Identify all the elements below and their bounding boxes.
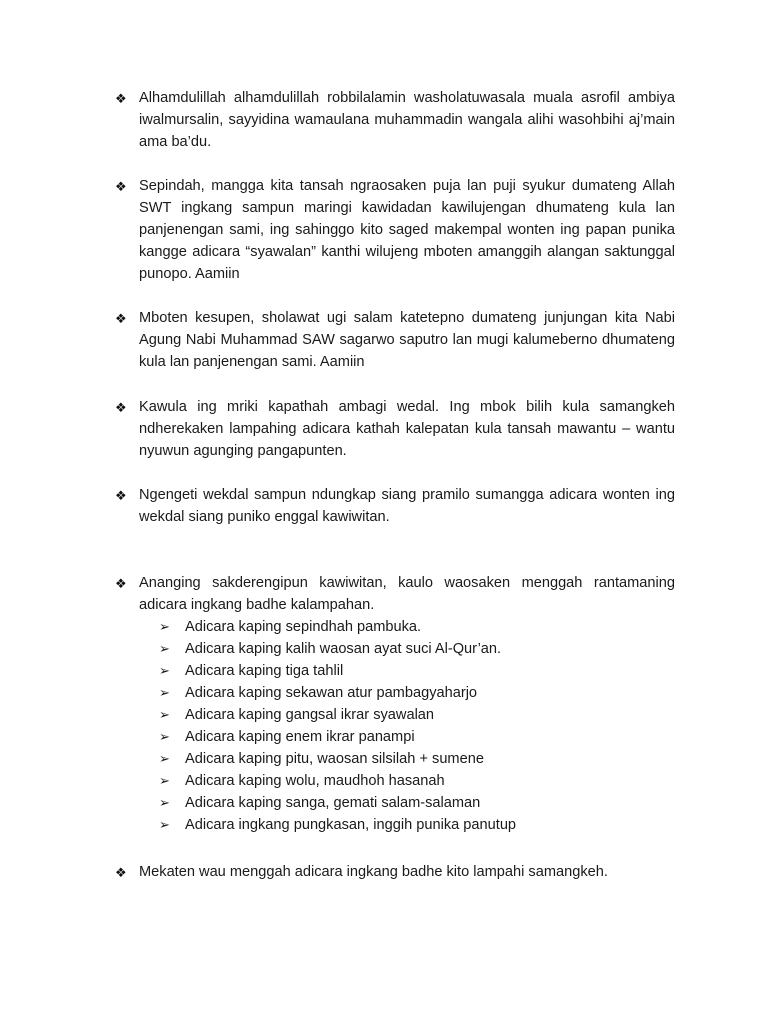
paragraph-text: Kawula ing mriki kapathah ambagi wedal. Ing mbok bilih kula samangkeh ndherekaken lampahing adicara kathah kalepatan kula tansah mawantu – wantu nyuwun agunging pangapunten.: [139, 399, 675, 459]
agenda-item-text: Adicara kaping sepindhah pambuka.: [185, 619, 422, 635]
diamond-bullet-icon: ❖: [115, 179, 127, 194]
agenda-item-text: Adicara kaping enem ikrar panampi: [185, 729, 415, 745]
arrow-bullet-icon: ➢: [159, 663, 170, 678]
arrow-bullet-icon: ➢: [159, 685, 170, 700]
arrow-bullet-icon: ➢: [159, 795, 170, 810]
diamond-bullet-icon: ❖: [115, 311, 127, 326]
list-item: [159, 792, 675, 814]
paragraph-apology: [115, 396, 675, 462]
list-item: [159, 748, 675, 770]
arrow-bullet-icon: ➢: [159, 751, 170, 766]
agenda-item-text: Adicara ingkang pungkasan, inggih punika panutup: [185, 817, 517, 833]
diamond-bullet-icon: ❖: [115, 400, 127, 415]
arrow-bullet-icon: ➢: [159, 729, 170, 744]
arrow-bullet-icon: ➢: [159, 817, 170, 832]
paragraph-agenda-intro: [115, 572, 675, 836]
diamond-bullet-icon: ❖: [115, 488, 127, 503]
agenda-item-text: Adicara kaping tiga tahlil: [185, 663, 344, 679]
arrow-bullet-icon: ➢: [159, 619, 170, 634]
paragraph-text: Mekaten wau menggah adicara ingkang badhe kito lampahi samangkeh.: [139, 864, 608, 880]
agenda-item-text: Adicara kaping gangsal ikrar syawalan: [185, 707, 435, 723]
agenda-item-text: Adicara kaping sekawan atur pambagyaharjo: [185, 685, 478, 701]
paragraph-sholawat: [115, 307, 675, 373]
list-item: [159, 660, 675, 682]
arrow-bullet-icon: ➢: [159, 773, 170, 788]
diamond-bullet-icon: ❖: [115, 865, 127, 880]
list-item: [159, 638, 675, 660]
agenda-item-text: Adicara kaping wolu, maudhoh hasanah: [185, 773, 445, 789]
list-item: [159, 682, 675, 704]
paragraph-text: Ananging sakderengipun kawiwitan, kaulo waosaken menggah rantamaning adicara ingkang badhe kalampahan.: [139, 575, 675, 613]
diamond-bullet-icon: ❖: [115, 576, 127, 591]
agenda-item-text: Adicara kaping kalih waosan ayat suci Al-Qur’an.: [185, 641, 502, 657]
paragraph-gratitude: [115, 175, 675, 285]
list-item: [159, 726, 675, 748]
arrow-bullet-icon: ➢: [159, 641, 170, 656]
paragraph-opening: [115, 87, 675, 153]
agenda-item-text: Adicara kaping pitu, waosan silsilah + sumene: [185, 751, 484, 767]
paragraph-text: Alhamdulillah alhamdulillah robbilalamin washolatuwasala muala asrofil ambiya iwalmursalin, sayyidina wamaulana muhammadin wangala alihi wasohbihi aj’main ama ba’du.: [139, 90, 675, 150]
paragraph-start: [115, 484, 675, 528]
list-item: [159, 704, 675, 726]
paragraph-text: Sepindah, mangga kita tansah ngraosaken puja lan puji syukur dumateng Allah SWT ingkang sampun maringi kawidadan kawilujengan dhumateng kula lan panjenengan sami, ing sahinggo kito saged makempal wonten ing papan punika kangge adicara “syawalan” kanthi wilujeng mboten amanggih alangan saktunggal punopo. Aamiin: [139, 178, 675, 282]
agenda-item-text: Adicara kaping sanga, gemati salam-salaman: [185, 795, 481, 811]
list-item: [159, 770, 675, 792]
paragraph-text: Ngengeti wekdal sampun ndungkap siang pramilo sumangga adicara wonten ing wekdal siang puniko enggal kawiwitan.: [139, 487, 675, 525]
arrow-bullet-icon: ➢: [159, 707, 170, 722]
agenda-list: [159, 616, 675, 836]
paragraph-text: Mboten kesupen, sholawat ugi salam katetepno dumateng junjungan kita Nabi Agung Nabi Muhammad SAW sagarwo saputro lan mugi kalumeberno dhumateng kula lan panjenengan sami. Aamiin: [139, 310, 675, 370]
list-item: [159, 814, 675, 836]
list-item: [159, 616, 675, 638]
paragraph-closing: [115, 861, 675, 883]
diamond-bullet-icon: ❖: [115, 91, 127, 106]
